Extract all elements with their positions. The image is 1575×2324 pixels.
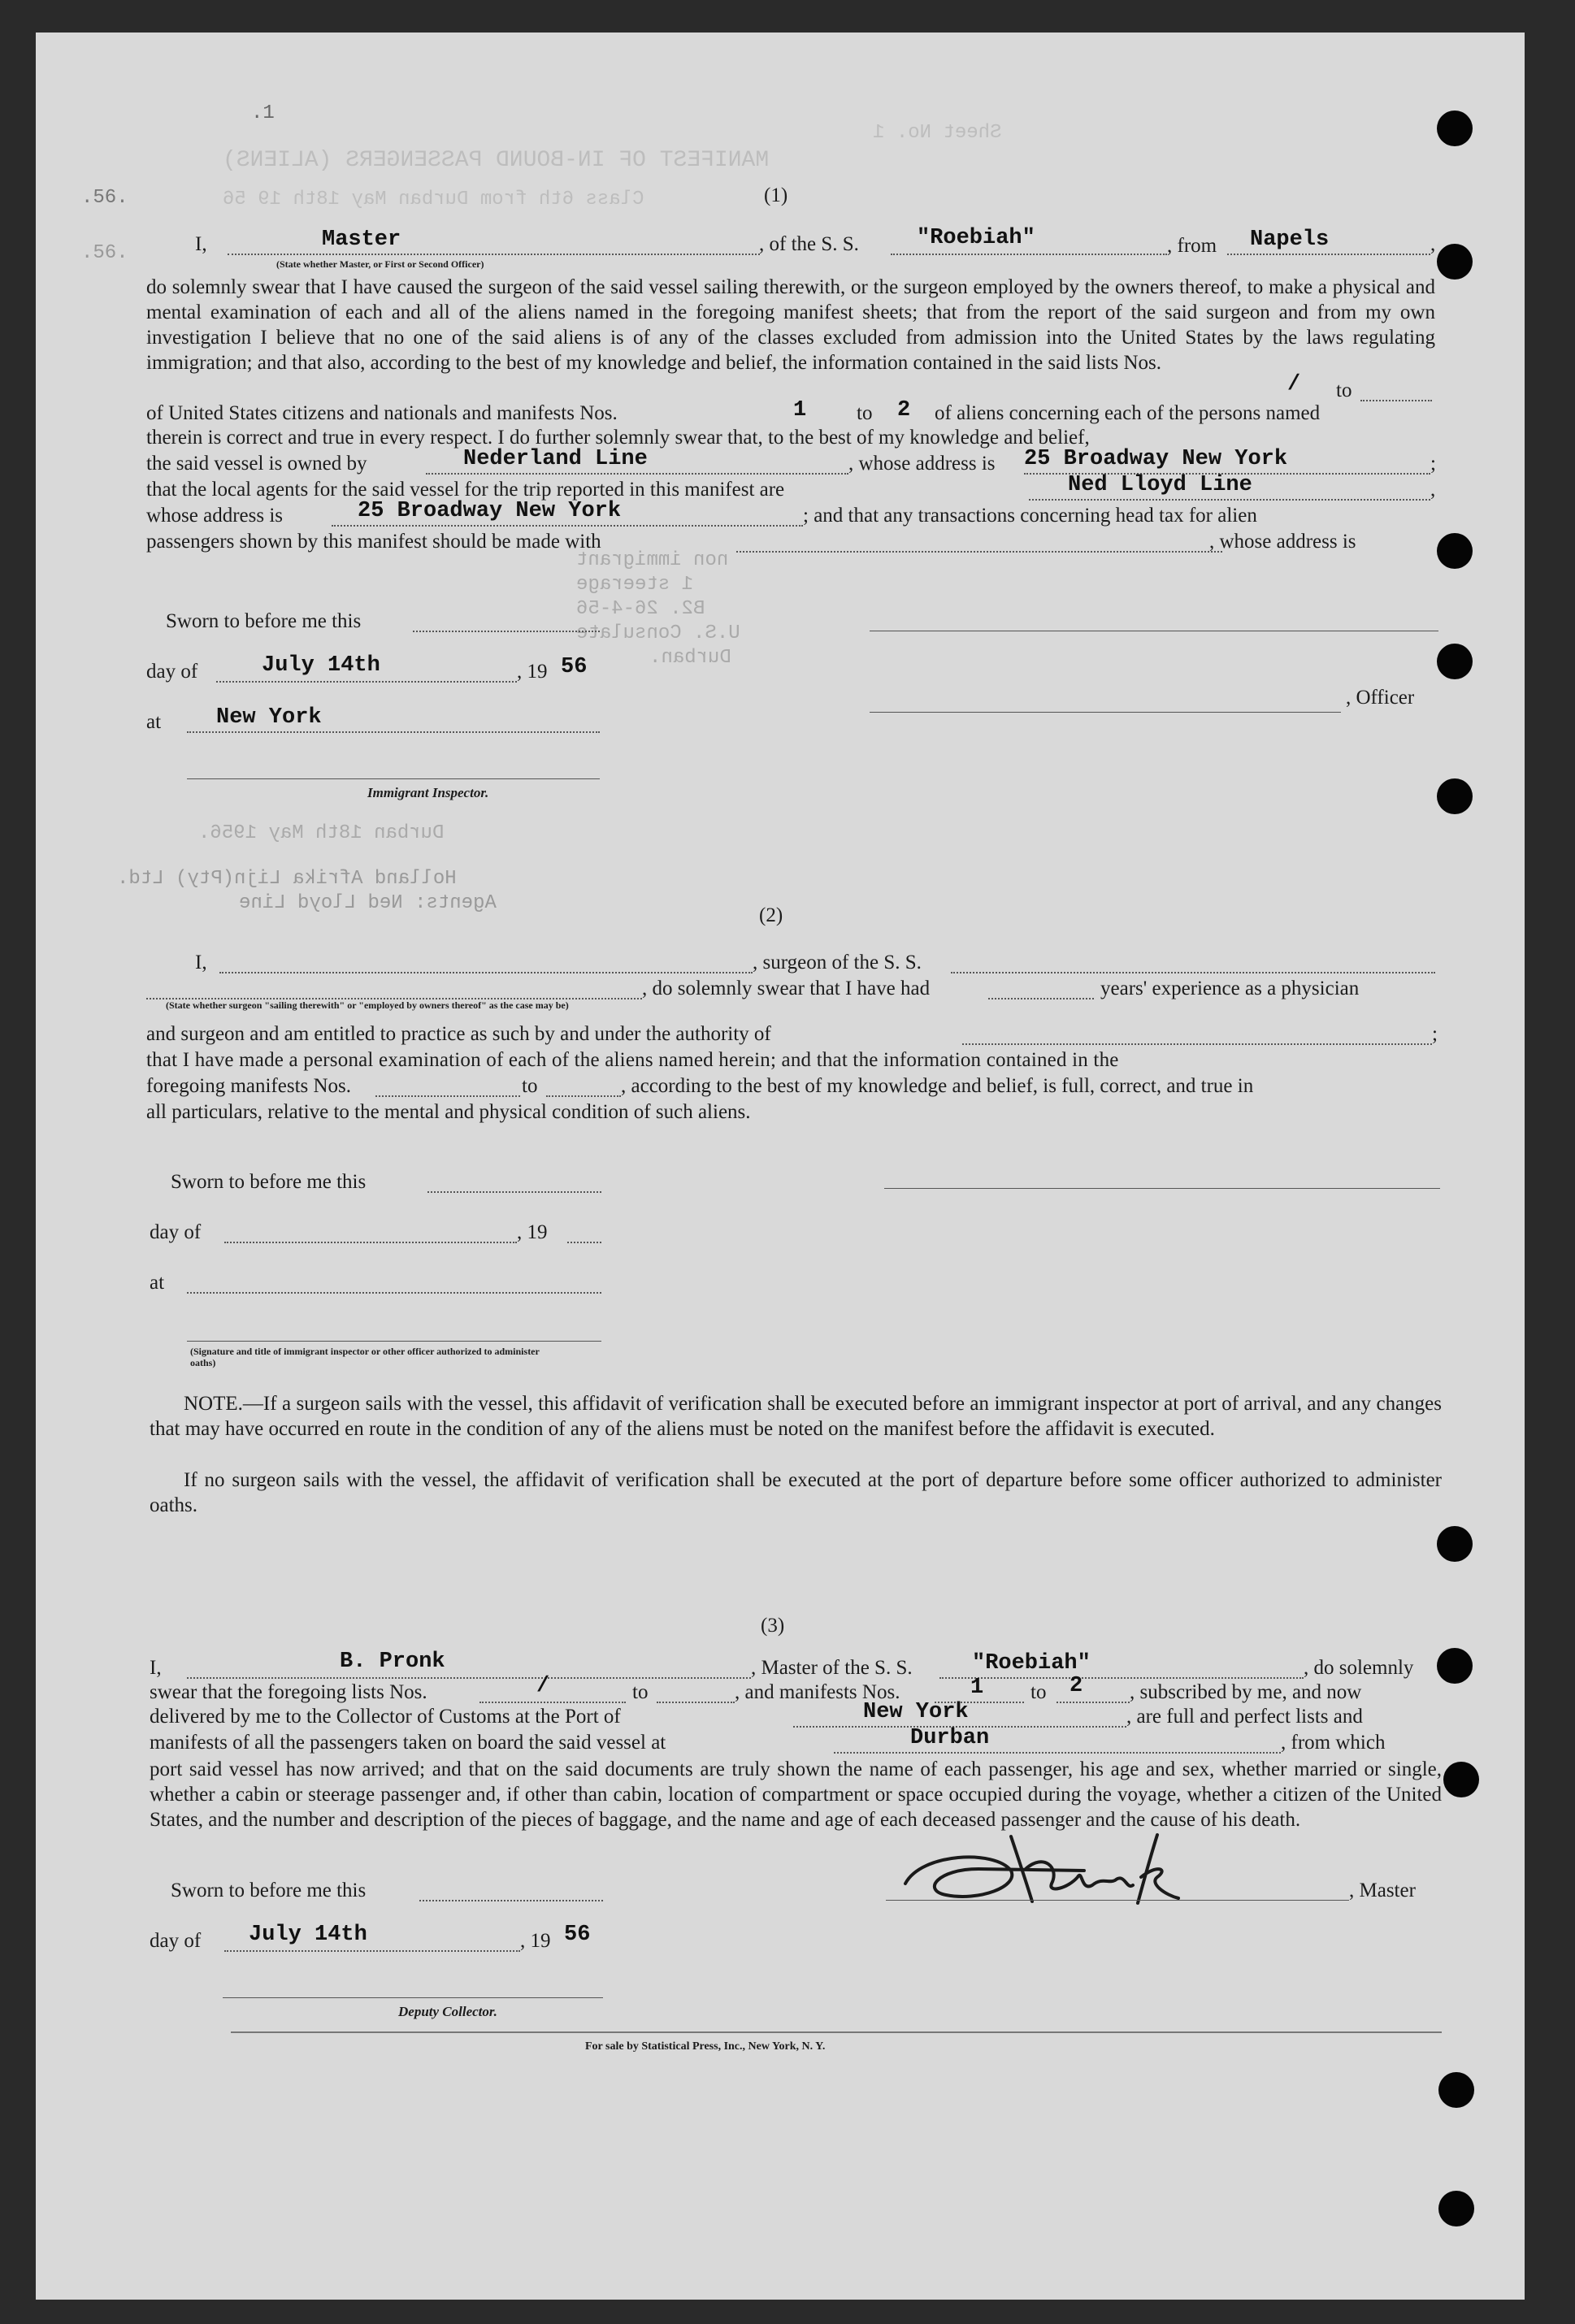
at-label-1: at	[146, 711, 162, 733]
swear-lists-label: swear that the foregoing lists Nos.	[150, 1681, 427, 1703]
place-field-1: New York	[216, 705, 322, 730]
section-2-number: (2)	[759, 904, 783, 926]
lists-to-label-3: to	[632, 1681, 649, 1703]
lists-line-3	[479, 1702, 626, 1703]
faint-header-line2: MANIFEST OF IN-BOUND PASSENGERS (ALIENS)	[223, 148, 770, 173]
owner-address-field: 25 Broadway New York	[1024, 447, 1288, 471]
passengers-label: passengers shown by this manifest should be made with	[146, 531, 601, 553]
passengers-line	[736, 551, 1222, 553]
owner-field: Nederland Line	[463, 447, 648, 471]
no-surgeon-note: If no surgeon sails with the vessel, the affidavit of verification shall be executed at the port of departure before some officer authorized to administer oaths.	[150, 1469, 1442, 1516]
inspector-line	[187, 778, 600, 779]
punch-hole	[1437, 644, 1473, 679]
lists-to-line-3	[657, 1702, 735, 1703]
comma: ,	[1430, 233, 1436, 255]
section1-i-label: I,	[195, 233, 207, 255]
owner-address-label: , whose address is	[848, 453, 996, 475]
owned-by-label: the said vessel is owned by	[146, 453, 367, 475]
oath-officer-hint: (Signature and title of immigrant inspector or other officer authorized to administer oaths)	[190, 1346, 540, 1368]
sworn-label-3: Sworn to before me this	[171, 1880, 367, 1901]
manifests-to-line-3	[1057, 1702, 1130, 1703]
faint-stamp-2: 1 steerage	[576, 574, 694, 596]
punch-hole	[1437, 111, 1473, 146]
master-rank-field: Master	[322, 228, 401, 252]
at-line-2	[187, 1292, 601, 1294]
semicolon: ;	[1430, 453, 1436, 475]
head-tax-label: ; and that any transactions concerning head tax for alien	[803, 505, 1257, 527]
years-line	[988, 998, 1094, 999]
manifests-from-field-3: 1	[970, 1676, 984, 1700]
agents-address-line	[332, 525, 803, 527]
at-label-2: at	[150, 1272, 165, 1294]
faint-left-56: .56.	[81, 187, 128, 209]
oath-officer-line	[187, 1341, 601, 1342]
day-of-label-3: day of	[150, 1930, 202, 1952]
owner-line	[426, 473, 848, 475]
master-label: , Master	[1349, 1880, 1416, 1901]
surgeon-of-label: , surgeon of the S. S.	[753, 952, 922, 973]
faint-stamp-3: B2. 26-4-56	[576, 598, 705, 620]
authority-field-line	[962, 1043, 1432, 1045]
agents-line	[1029, 499, 1430, 501]
sworn-line-1	[413, 631, 600, 632]
punch-hole	[1437, 1648, 1473, 1684]
from-port-line	[1227, 254, 1430, 255]
years-experience-label: years' experience as a physician	[1100, 978, 1360, 999]
day-of-label-2: day of	[150, 1221, 202, 1243]
punch-hole	[1438, 2191, 1474, 2226]
manifests-all-label: manifests of all the passengers taken on board the said vessel at	[150, 1732, 666, 1754]
year-prefix-2: , 19	[517, 1221, 548, 1243]
day-of-label-1: day of	[146, 661, 198, 683]
according-label: , according to the best of my knowledge and belief, is full, correct, and true in	[621, 1075, 1254, 1097]
lists-from-field: /	[1287, 372, 1301, 397]
at-line-1	[187, 731, 600, 733]
deputy-collector-label: Deputy Collector.	[398, 2004, 497, 2019]
authority-line: and surgeon and am entitled to practice as such by and under the authority of	[146, 1023, 771, 1045]
from-label: , from	[1167, 235, 1217, 257]
agents-address-label: whose address is	[146, 505, 284, 527]
day-line-1	[216, 681, 517, 683]
manifests-from-line	[375, 1095, 520, 1097]
deputy-collector-line	[223, 1997, 603, 1998]
year-prefix-1: , 19	[517, 661, 548, 683]
section-3-number: (3)	[761, 1615, 785, 1637]
surgeon-note	[150, 1391, 1442, 1442]
faint-left-mark: .1	[251, 102, 275, 124]
whose-address-label: , whose address is	[1209, 531, 1356, 553]
faint-stamp-1: non immigrant	[576, 549, 729, 571]
faint-mid-1: Durban 18th May 1956.	[198, 822, 445, 844]
of-ss-label: , of the S. S.	[759, 233, 859, 255]
day-line-3	[224, 1950, 520, 1952]
rank-hint: (State whether Master, or First or Second Officer)	[276, 258, 484, 270]
day-line-2	[224, 1242, 517, 1243]
swear-had-label: , do solemnly swear that I have had	[642, 978, 931, 999]
footer-rule	[231, 2031, 1442, 2033]
subscribed-label: , subscribed by me, and now	[1130, 1681, 1362, 1703]
officer-line	[870, 712, 1341, 713]
sworn-date-3: July 14th	[249, 1923, 367, 1947]
surgeon-name-line	[219, 972, 753, 973]
do-solemnly-label: , do solemnly	[1304, 1657, 1414, 1679]
year-field-3: 56	[564, 1923, 591, 1947]
year-field-1: 56	[561, 655, 588, 679]
agents-label: that the local agents for the said vessel for the trip reported in this manifest are	[146, 479, 785, 501]
master-signature	[889, 1820, 1271, 1918]
faint-left-56b: .56.	[81, 242, 128, 264]
year-line-2	[567, 1242, 601, 1243]
section3-body: port said vessel has now arrived; and that on the said documents are truly shown the name of each passenger, his age and sex, whether married or single, whether a cabin or steerage passenger and, if other than cabin, location of compartment or space occupied during the voyage, whether a citizen of the United States, and the number and description of the pieces of baggage, and the name and age of each deceased passenger and the cause of his death.	[150, 1758, 1442, 1831]
lists-to-label: to	[1336, 379, 1352, 401]
manifests-to-label: to	[522, 1075, 538, 1097]
manifests-to-field-3: 2	[1070, 1674, 1083, 1698]
punch-hole	[1437, 244, 1473, 280]
immigrant-inspector-label: Immigrant Inspector.	[367, 785, 489, 800]
vessel-line-3	[939, 1677, 1304, 1679]
punch-hole	[1443, 1762, 1479, 1797]
from-which-label: , from which	[1281, 1732, 1386, 1754]
section2-i-label: I,	[195, 952, 207, 973]
punch-hole	[1438, 2072, 1474, 2108]
lists-to-line	[1360, 400, 1432, 401]
manifest-page	[36, 33, 1525, 2300]
faint-header-line1: Sheet No. 1	[873, 122, 1002, 144]
master-of-label: , Master of the S. S.	[751, 1657, 913, 1679]
semicolon: ;	[1432, 1023, 1438, 1045]
delivered-label: delivered by me to the Collector of Customs at the Port of	[150, 1706, 621, 1728]
manifests-to-field: 2	[897, 398, 911, 423]
note-text-1: —If a surgeon sails with the vessel, this affidavit of verification shall be executed before an immigrant inspector at port of arrival, and any changes that may have occurred en route in the condition of any of the aliens must be noted on the manifest before the affidavit is executed.	[150, 1393, 1442, 1440]
comma: ,	[1430, 479, 1436, 501]
sworn-date-1: July 14th	[262, 653, 380, 678]
faint-mid-3: Agents: Ned Lloyd Line	[239, 892, 497, 914]
rank-field-line	[228, 254, 760, 255]
faint-stamp-5: Durban.	[649, 647, 731, 669]
surgeon-vessel-line	[951, 972, 1435, 973]
full-perfect-label: , are full and perfect lists and	[1126, 1706, 1363, 1728]
note-label: NOTE.	[184, 1393, 243, 1415]
year-prefix-3: , 19	[520, 1930, 551, 1952]
signature-line-2	[884, 1188, 1440, 1189]
faint-mid-2: Holland Afrika Lijn(Pty) Ltd.	[117, 868, 457, 890]
manifests-line-b: of aliens concerning each of the persons named	[935, 402, 1321, 424]
boarded-at-field: Durban	[910, 1726, 990, 1750]
punch-hole	[1437, 778, 1473, 814]
boarded-line	[834, 1752, 1281, 1754]
examination-line: that I have made a personal examination of each of the aliens named herein; and that the information contained in the	[146, 1049, 1119, 1071]
particulars-line: all particulars, relative to the mental and physical condition of such aliens.	[146, 1101, 751, 1123]
and-manifests-label: , and manifests Nos.	[735, 1681, 900, 1703]
to-label: to	[1030, 1681, 1047, 1703]
manifests-to-line	[546, 1095, 621, 1097]
port-field-3: New York	[863, 1700, 969, 1724]
manifests-line-a: of United States citizens and nationals and manifests Nos.	[146, 402, 618, 424]
section3-i-label: I,	[150, 1657, 162, 1679]
sworn-line-2	[427, 1191, 601, 1193]
vessel-name-field: "Roebiah"	[917, 226, 1035, 250]
section-1-number: (1)	[764, 184, 788, 206]
lists-from-field-3: /	[536, 1674, 550, 1698]
to-label: to	[857, 402, 873, 424]
officer-label: , Officer	[1346, 687, 1415, 709]
sworn-line-3	[419, 1900, 603, 1901]
agents-field: Ned Lloyd Line	[1068, 473, 1252, 497]
from-port-field: Napels	[1250, 228, 1330, 252]
punch-hole	[1437, 533, 1473, 569]
manifests-from-field: 1	[793, 398, 807, 423]
footer-imprint: For sale by Statistical Press, Inc., New York, N. Y.	[585, 2040, 826, 2053]
section1-body: do solemnly swear that I have caused the surgeon of the said vessel sailing therewith, or the surgeon employed by the owners thereof, to make a physical and mental examination of each and all of the aliens named in the foregoing manifest sheets; that from the report of the said surgeon and from my own investigation I believe that no one of the said aliens is of any of the classes excluded from admission into the United States by the laws regulating immigration; and that also, according to the best of my knowledge and belief, the information contained in the said lists Nos.	[146, 276, 1435, 374]
vessel-field-line	[891, 254, 1167, 255]
master-signature-line	[886, 1900, 1349, 1901]
master-name-field: B. Pronk	[340, 1650, 445, 1674]
foregoing-manifests-label: foregoing manifests Nos.	[146, 1075, 352, 1097]
sworn-label-1: Sworn to before me this	[166, 610, 362, 632]
master-name-line	[187, 1677, 751, 1679]
agents-address-field: 25 Broadway New York	[358, 499, 622, 523]
faint-header-line3: Class 6th from Durban May 18th 19 56	[223, 189, 644, 210]
correct-true-line: therein is correct and true in every respect. I do further solemnly swear that, to the best of my knowledge and belief,	[146, 427, 1090, 449]
surgeon-hint: (State whether surgeon "sailing therewith" or "employed by owners thereof" as the case may be)	[166, 999, 569, 1011]
punch-hole	[1437, 1526, 1473, 1562]
sworn-label-2: Sworn to before me this	[171, 1171, 367, 1193]
faint-stamp-4: U.S. Consulate	[576, 622, 740, 644]
vessel-name-field-3: "Roebiah"	[972, 1651, 1091, 1676]
